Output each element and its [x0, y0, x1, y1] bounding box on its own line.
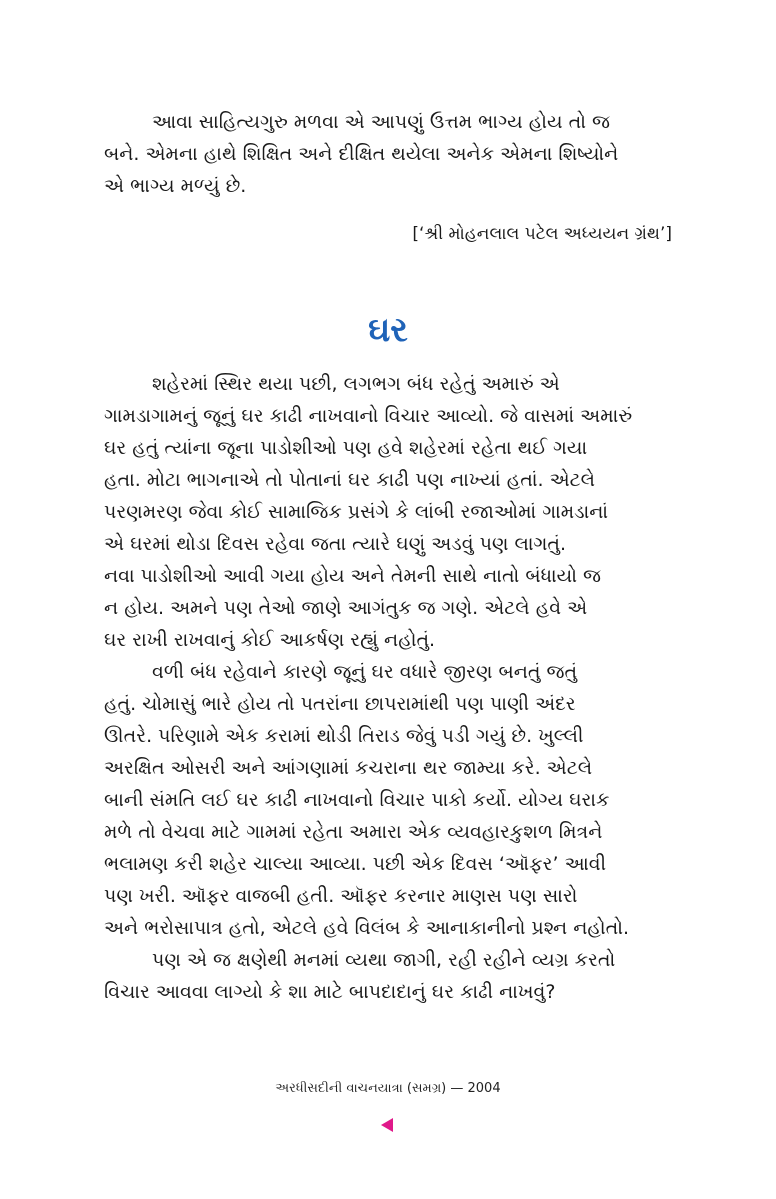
chapter-body [104, 368, 672, 1008]
text-line: વિચાર આવવા લાગ્યો કે શા માટે બાપદાદાનું ઘર કાઢી નાખવું? [104, 981, 556, 1003]
text-line: ભલામણ કરી શહેર ચાલ્યા આવ્યા. પછી એક દિવસ ‘ઑફર’ આવી [104, 853, 607, 875]
text-line: અરક્ષિત ઓસરી અને આંગણામાં કચરાના થર જામ્યા કરે. એટલે [104, 757, 593, 779]
paragraph [104, 656, 672, 944]
text-line: પણ એ જ ક્ષણેથી મનમાં વ્યથા જાગી, રહી રહીને વ્યગ્ર કરતો [152, 949, 616, 971]
text-line: આવા સાહિત્યગુરુ મળવા એ આપણું ઉત્તમ ભાગ્ય હોય તો જ [152, 111, 610, 133]
paragraph [104, 944, 672, 1008]
text-line: મળે તો વેચવા માટે ગામમાં રહેતા અમારા એક વ્યવહારકુશળ મિત્રને [104, 821, 603, 843]
text-line: એ ઘરમાં થોડા દિવસ રહેવા જતા ત્યારે ઘણું અડવું પણ લાગતું. [104, 533, 567, 555]
text-line: હતા. મોટા ભાગનાએ તો પોતાનાં ઘર કાઢી પણ નાખ્યાં હતાં. એટલે [104, 469, 596, 491]
intro-paragraph [104, 106, 672, 202]
text-line: એ ભાગ્ય મળ્યું છે. [104, 175, 247, 197]
text-line: ઊતરે. પરિણામે એક કરામાં થોડી તિરાડ જેવું પડી ગયું છે. ખુલ્લી [104, 725, 584, 747]
triangle-left-icon[interactable] [381, 1118, 393, 1132]
text-line: પરણમરણ જેવા કોઈ સામાજિક પ્રસંગે કે લાંબી રજાઓમાં ગામડાનાં [104, 501, 609, 523]
text-line: અને ભરોસાપાત્ર હતો, એટલે હવે વિલંબ કે આનાકાનીનો પ્રશ્ન નહોતો. [104, 917, 630, 939]
text-line: ન હોય. અમને પણ તેઓ જાણે આગંતુક જ ગણે. એટલે હવે એ [104, 597, 588, 619]
text-line: નવા પાડોશીઓ આવી ગયા હોય અને તેમની સાથે નાતો બંધાયો જ [104, 565, 601, 587]
text-line: પણ ખરી. ઑફર વાજબી હતી. ઑફર કરનાર માણસ પણ સારો [104, 885, 578, 907]
text-line: બને. એમના હાથે શિક્ષિત અને દીક્ષિત થયેલા અનેક એમના શિષ્યોને [104, 143, 619, 165]
text-line: ઘર રાખી રાખવાનું કોઈ આકર્ષણ રહ્યું નહોતું. [104, 629, 436, 651]
text-line: બાની સંમતિ લઈ ઘર કાઢી નાખવાનો વિચાર પાકો કર્યો. યોગ્ય ઘરાક [104, 789, 610, 811]
text-line: વળી બંધ રહેવાને કારણે જૂનું ઘર વધારે જીરણ બનતું જતું [152, 661, 578, 683]
text-line: ઘર હતું ત્યાંના જૂના પાડોશીઓ પણ હવે શહેરમાં રહેતા થઈ ગયા [104, 437, 588, 459]
paragraph [104, 368, 672, 656]
text-line: શહેરમાં સ્થિર થયા પછી, લગભગ બંધ રહેતું અમારું એ [152, 373, 560, 395]
chapter-title: ઘર [368, 310, 408, 350]
text-line: ગામડાગામનું જૂનું ઘર કાઢી નાખવાનો વિચાર આવ્યો. જે વાસમાં અમારું [104, 405, 633, 427]
text-line: હતું. ચોમાસું ભારે હોય તો પતરાંના છાપરામાંથી પણ પાણી અંદર [104, 693, 576, 715]
page-footer: અરધીસદીની વાચનયાત્રા (સમગ્ર) — 2004 [275, 1081, 501, 1096]
citation: [‘શ્રી મોહનલાલ પટેલ અધ્યયન ગ્રંથ’] [412, 224, 672, 244]
